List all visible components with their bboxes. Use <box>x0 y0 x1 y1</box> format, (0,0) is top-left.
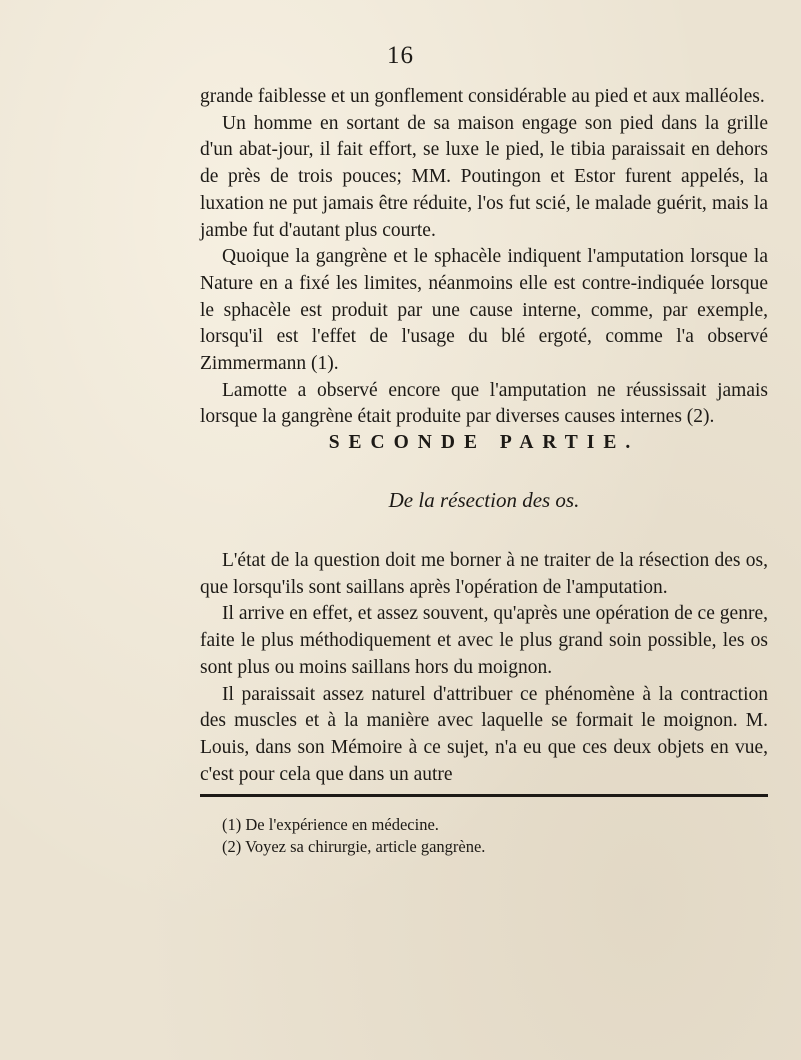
paragraph: Quoique la gangrène et le sphacèle indiquent l'amputation lorsque la Nature en a fixé les limites, néanmoins elle est contre-indiquée lorsque le sphacèle est produit par une cause interne, comme, par exemple, lorsqu'il est l'effet de l'usage du blé ergoté, comme l'a observé Zimmermann (1). <box>200 246 768 375</box>
paragraph: grande faiblesse et un gonflement considérable au pied et aux malléoles. <box>200 86 765 107</box>
section-heading: De la résection des os. <box>388 488 580 512</box>
footnotes <box>200 814 768 858</box>
paragraph: L'état de la question doit me borner à ne traiter de la résection des os, que lorsqu'ils sont saillans après l'opération de l'amputation. <box>200 550 768 598</box>
footnote: (2) Voyez sa chirurgie, article gangrène. <box>222 837 486 856</box>
paragraph: Lamotte a observé encore que l'amputation ne réussissait jamais lorsque la gangrène était produite par diverses causes internes (2). <box>200 379 768 428</box>
footnote: (1) De l'expérience en médecine. <box>222 815 439 834</box>
body-text-top <box>200 84 768 431</box>
paragraph: Un homme en sortant de sa maison engage son pied dans la grille d'un abat-jour, il fait effort, se luxe le pied, le tibia paraissait en dehors de près de trois pouces; MM. Poutingon et Estor furent appelés, la luxation ne put jamais être réduite, l'os fut scié, le malade guérit, mais la jambe fut d'autant plus courte. <box>200 112 768 241</box>
footnote-divider <box>200 794 768 797</box>
page-number: 16 <box>387 42 414 69</box>
body-text-bottom <box>200 548 768 788</box>
paragraph: Il arrive en effet, et assez souvent, qu'après une opération de ce genre, faite le plus méthodiquement et avec le plus grand soin possible, les os sont plus ou moins saillans hors du moignon. <box>200 603 768 678</box>
part-heading: SECONDE PARTIE. <box>328 432 640 453</box>
paragraph: Il paraissait assez naturel d'attribuer ce phénomène à la contraction des muscles et à la manière avec laquelle se formait le moignon. M. Louis, dans son Mémoire à ce sujet, n'a eu que ces deux objets en vue, c'est pour cela que dans un autre <box>200 683 768 785</box>
